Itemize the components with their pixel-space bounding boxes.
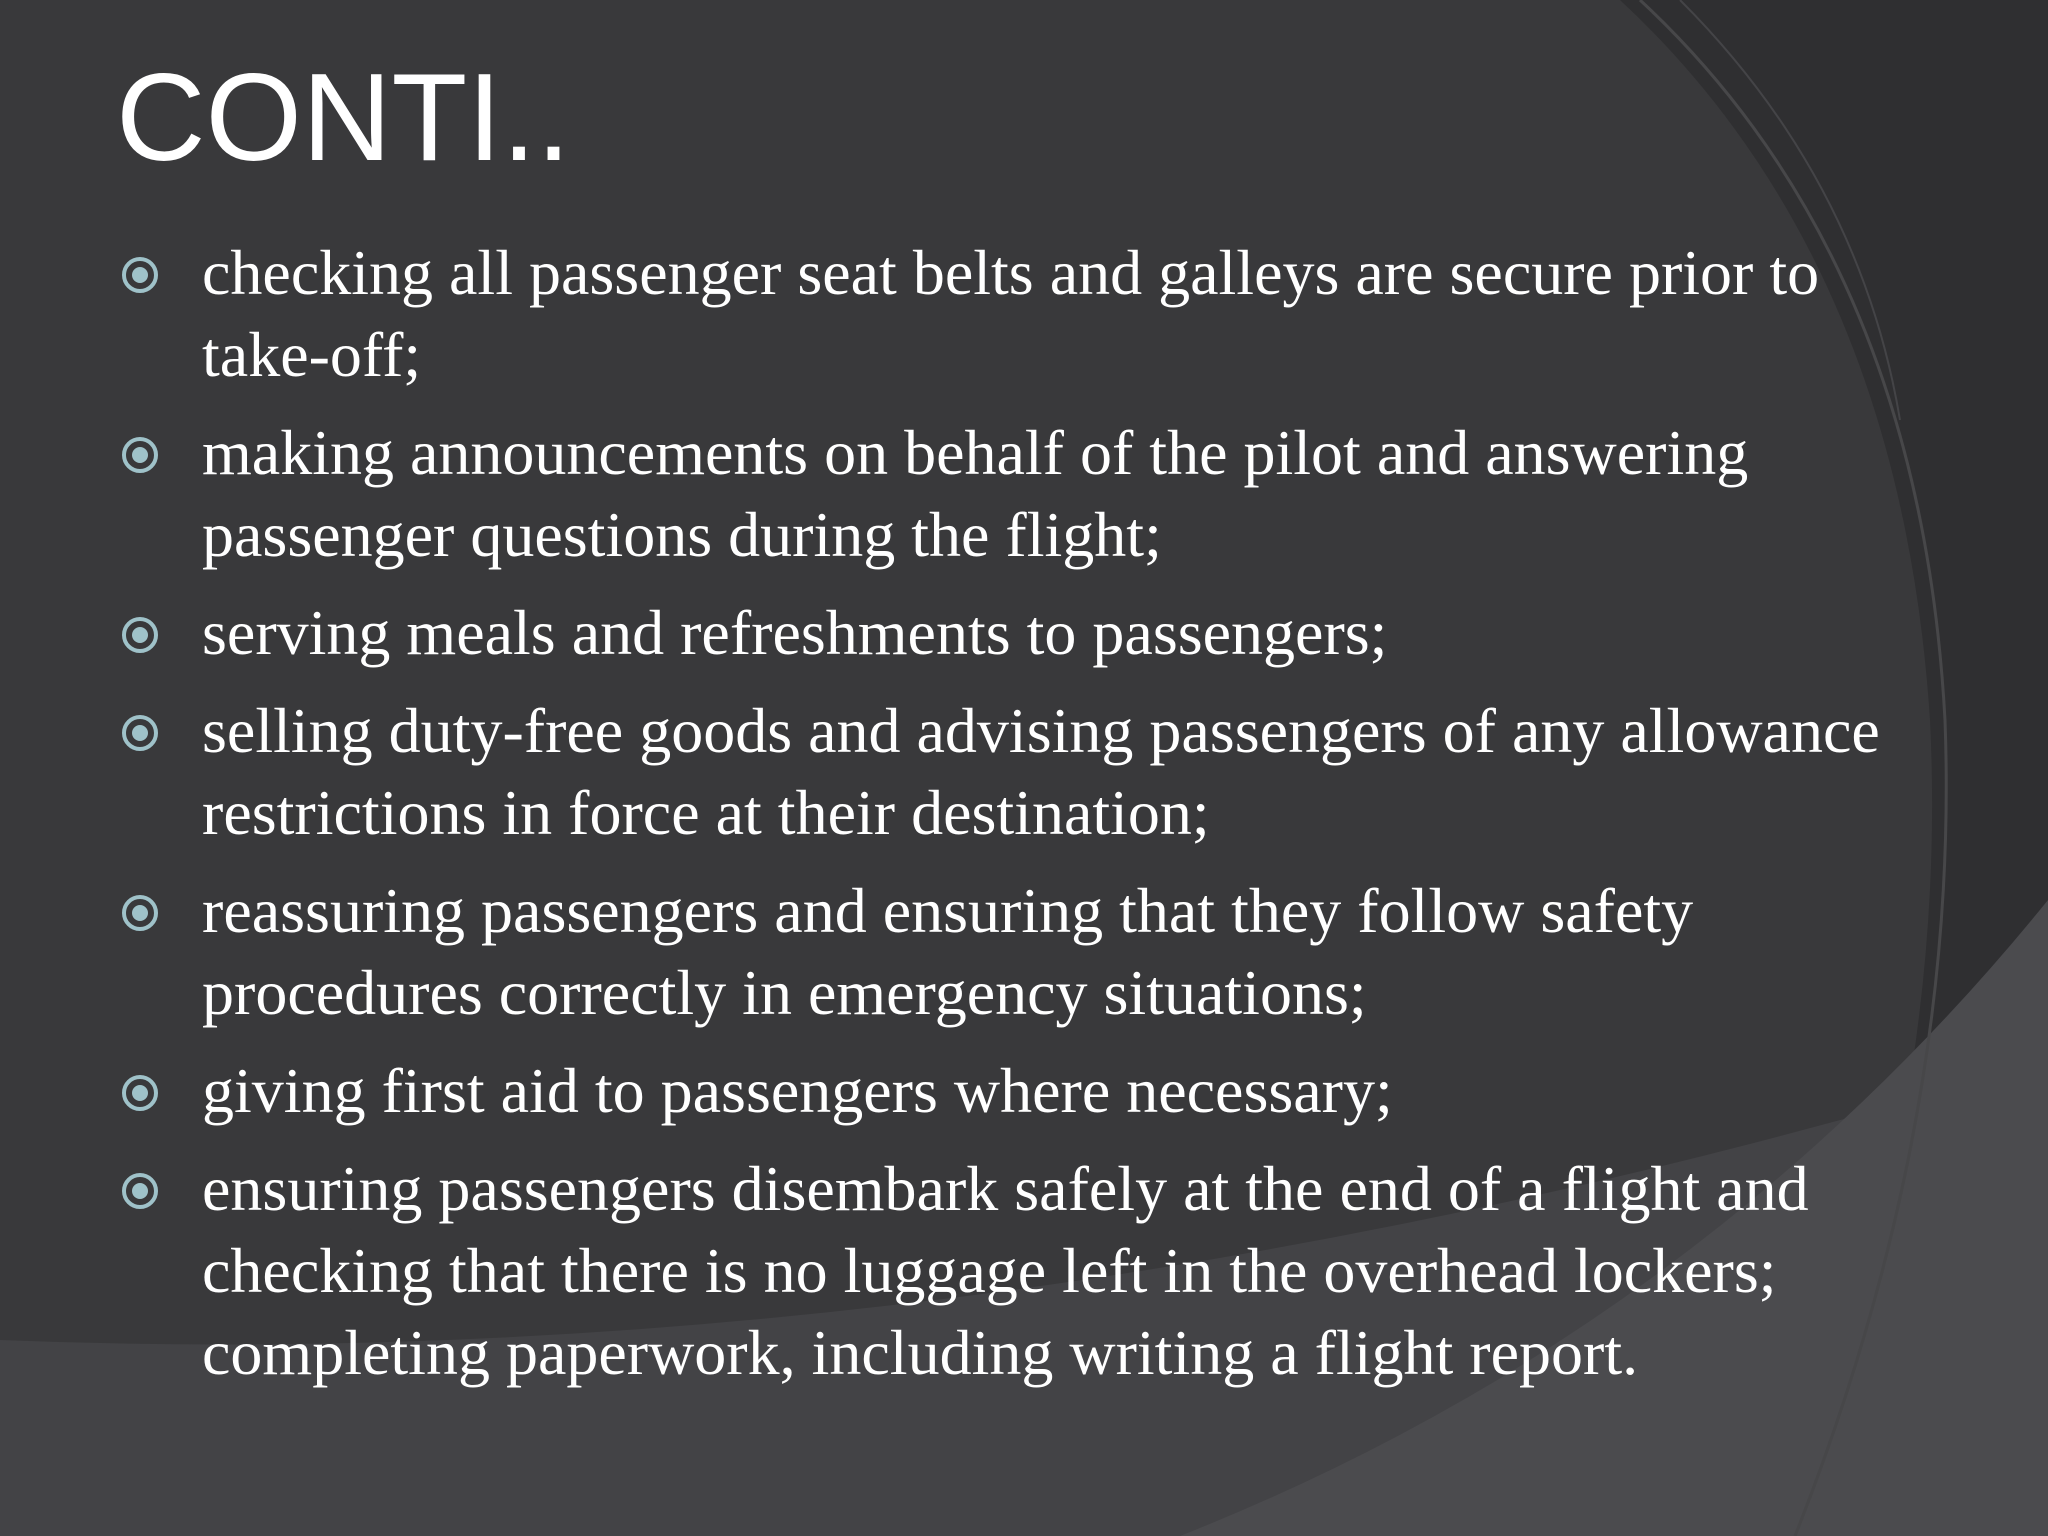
list-item-text: serving meals and refreshments to passengers; — [202, 597, 1388, 668]
list-item-text: ensuring passengers disembark safely at the end of a flight and checking that there is no luggage left in the overhead lockers; — [202, 1153, 1809, 1306]
list-item-continuation: completing paperwork, including writing a flight report. — [202, 1317, 1639, 1388]
circled-dot-bullet-icon — [120, 615, 160, 655]
list-item — [120, 232, 1910, 396]
list-item-text: reassuring passengers and ensuring that they follow safety procedures correctly in emergency situations; — [202, 875, 1694, 1028]
circled-dot-bullet-icon — [120, 435, 160, 475]
list-item-text: making announcements on behalf of the pilot and answering passenger questions during the flight; — [202, 417, 1749, 570]
list-item — [120, 690, 1910, 854]
circled-dot-bullet-icon — [120, 255, 160, 295]
list-item — [120, 412, 1910, 576]
list-item — [120, 1050, 1910, 1132]
list-item-text: checking all passenger seat belts and galleys are secure prior to take-off; — [202, 237, 1820, 390]
list-item — [120, 1148, 1910, 1394]
list-item-text: giving first aid to passengers where necessary; — [202, 1055, 1393, 1126]
slide-title: CONTI.. — [116, 49, 571, 187]
bullet-list — [120, 232, 1910, 1410]
circled-dot-bullet-icon — [120, 1171, 160, 1211]
circled-dot-bullet-icon — [120, 713, 160, 753]
list-item — [120, 592, 1910, 674]
circled-dot-bullet-icon — [120, 893, 160, 933]
circled-dot-bullet-icon — [120, 1073, 160, 1113]
list-item-text: selling duty-free goods and advising passengers of any allowance restrictions in force at their destination; — [202, 695, 1880, 848]
list-item — [120, 870, 1910, 1034]
